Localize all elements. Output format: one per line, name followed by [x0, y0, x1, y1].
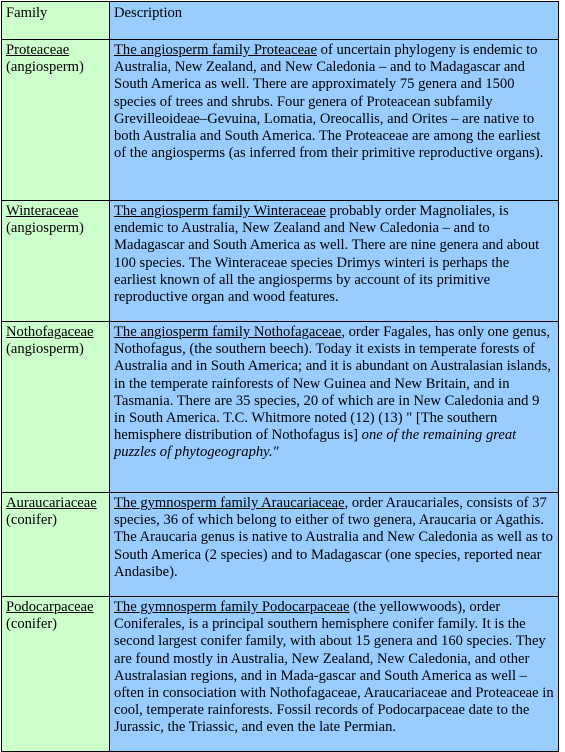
- description-cell: [110, 322, 559, 493]
- family-table: [1, 1, 559, 752]
- table-row: [2, 597, 559, 752]
- description-lead: The angiosperm family Winteraceae: [114, 203, 326, 219]
- family-name: Podocarpaceae: [6, 599, 94, 615]
- description-cell: [110, 493, 559, 597]
- description-cell: [110, 597, 559, 752]
- family-name: Winteraceae: [6, 203, 79, 219]
- family-name: Auraucariaceae: [6, 495, 97, 511]
- family-name: Nothofagaceae: [6, 324, 94, 340]
- description-cell: [110, 40, 559, 201]
- table-row: [2, 201, 559, 322]
- description-lead: The angiosperm family Nothofagaceae: [114, 324, 342, 340]
- description-text: , order Fagales, has only one genus, Nothofagus, (the southern beech). Today it exists in temperate forests of Australia and in South America; and it is abundant on Australasian islands, in the temperate rainforests of New Guinea and New Britain, and in Tasmania. There are 35 species, 20 of which are in New Caledonia and 9 in South America. T.C. Whitmore noted (12) (13) " [The southern hemisphere distribution of Nothofagus is]: [114, 324, 551, 444]
- description-text: (the yellowwoods), order Coniferales, is a principal southern hemisphere conifer family. It is the second largest conifer family, with about 15 genera and 160 species. They are found mostly in Australia, New Zealand, New Caledonia, and other Australasian regions, and in Mada-gascar and South America as well – often in consociation with Nothofagaceae, Araucariaceae and Proteaceae in cool, temperate rainforests. Fossil records of Podocarpaceae date to the Jurassic, the Triassic, and even the late Permian.: [114, 599, 554, 736]
- description-lead: The gymnosperm family Podocarpaceae: [114, 599, 350, 615]
- description-cell: [110, 201, 559, 322]
- family-kind: (conifer): [6, 512, 58, 529]
- table-row: [2, 40, 559, 201]
- description-column-header: Description: [110, 2, 559, 40]
- family-cell: [2, 40, 110, 201]
- family-cell: [2, 322, 110, 493]
- description-lead: The gymnosperm family Araucariaceae: [114, 495, 345, 511]
- description-emphasis: one of the remaining great puzzles of phytogeography.": [114, 427, 517, 461]
- table-row: [2, 493, 559, 597]
- family-name: Proteaceae: [6, 42, 70, 58]
- family-cell: [2, 597, 110, 752]
- description-lead: The angiosperm family Proteaceae: [114, 42, 318, 58]
- family-cell: [2, 493, 110, 597]
- table-row: [2, 322, 559, 493]
- description-text: of uncertain phylogeny is endemic to Australia, New Zealand, and New Caledonia – and to Madagascar and South America as well. There are approximately 75 genera and 1500 species of trees and shrubs. Four genera of Proteacean subfamily Grevilleoideae–Gevuina, Lomatia, Oreocallis, and Orites – are native to both Australia and South America. The Proteaceae are among the earliest of the angiosperms (as inferred from their primitive reproductive organs).: [114, 42, 544, 162]
- family-kind: (conifer): [6, 616, 58, 633]
- header-row: [2, 2, 559, 40]
- description-text: , order Araucariales, consists of 37 species, 36 of which belong to either of two genera, Araucaria or Agathis. The Araucaria genus is native to Australia and New Caledonia as well as to South America (2 species) and to Madagascar (one species, reported near Andasibe).: [114, 495, 553, 580]
- family-column-header: Family: [2, 2, 110, 40]
- family-kind: (angiosperm): [6, 59, 84, 76]
- family-kind: (angiosperm): [6, 341, 84, 358]
- description-text: probably order Magnoliales, is endemic to Australia, New Zealand and New Caledonia – and to Madagascar and South America as well. There are nine genera and about 100 species. The Winteraceae species Drimys winteri is perhaps the earliest known of all the angiosperms by account of its primitive reproductive organ and wood features.: [114, 203, 540, 306]
- family-kind: (angiosperm): [6, 220, 84, 237]
- family-cell: [2, 201, 110, 322]
